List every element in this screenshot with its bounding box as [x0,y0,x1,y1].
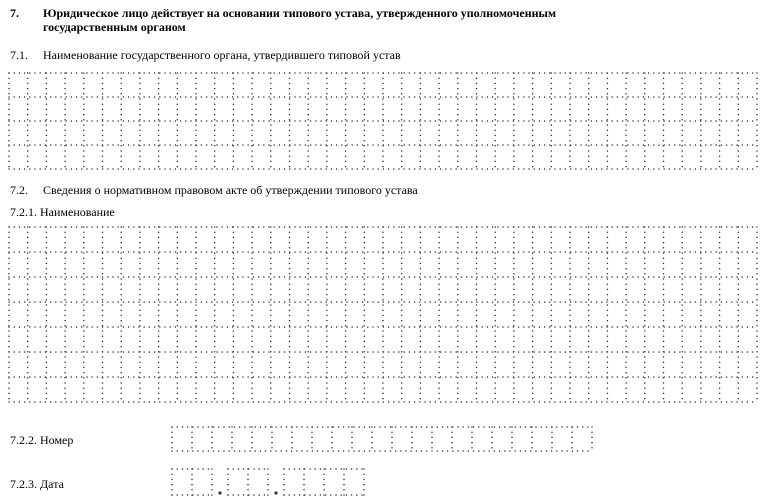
section-title-line1: Юридическое лицо действует на основании типового устава, утвержденного уполномоченным [43,6,557,20]
field-7-2-label: Сведения о нормативном правовом акте об утверждении типового устава [43,183,418,197]
field-7-2-2-label: 7.2.2. Номер [10,433,74,447]
field-7-2-1-label: 7.2.1. Наименование [10,205,115,219]
date-separator-dot [274,491,277,494]
date-separator-dot [218,491,221,494]
field-7-2-1-input-grid[interactable] [8,226,758,403]
field-7-2-2-input-grid[interactable] [171,426,593,452]
field-7-1-label: Наименование государственного органа, утвердившего типовой устав [43,48,401,62]
field-7-1-input-grid[interactable] [8,72,758,170]
section-number: 7. [10,6,19,20]
dotted-cells [171,426,593,452]
dotted-cells [8,72,758,170]
date-cells [171,468,367,498]
dotted-cells [8,226,758,403]
field-7-2-3-label: 7.2.3. Дата [10,477,64,491]
section-title-line2: государственным органом [43,20,186,34]
field-7-2-3-date-grid[interactable] [171,468,367,498]
field-7-1-number: 7.1. [10,48,28,62]
field-7-2-number: 7.2. [10,183,28,197]
